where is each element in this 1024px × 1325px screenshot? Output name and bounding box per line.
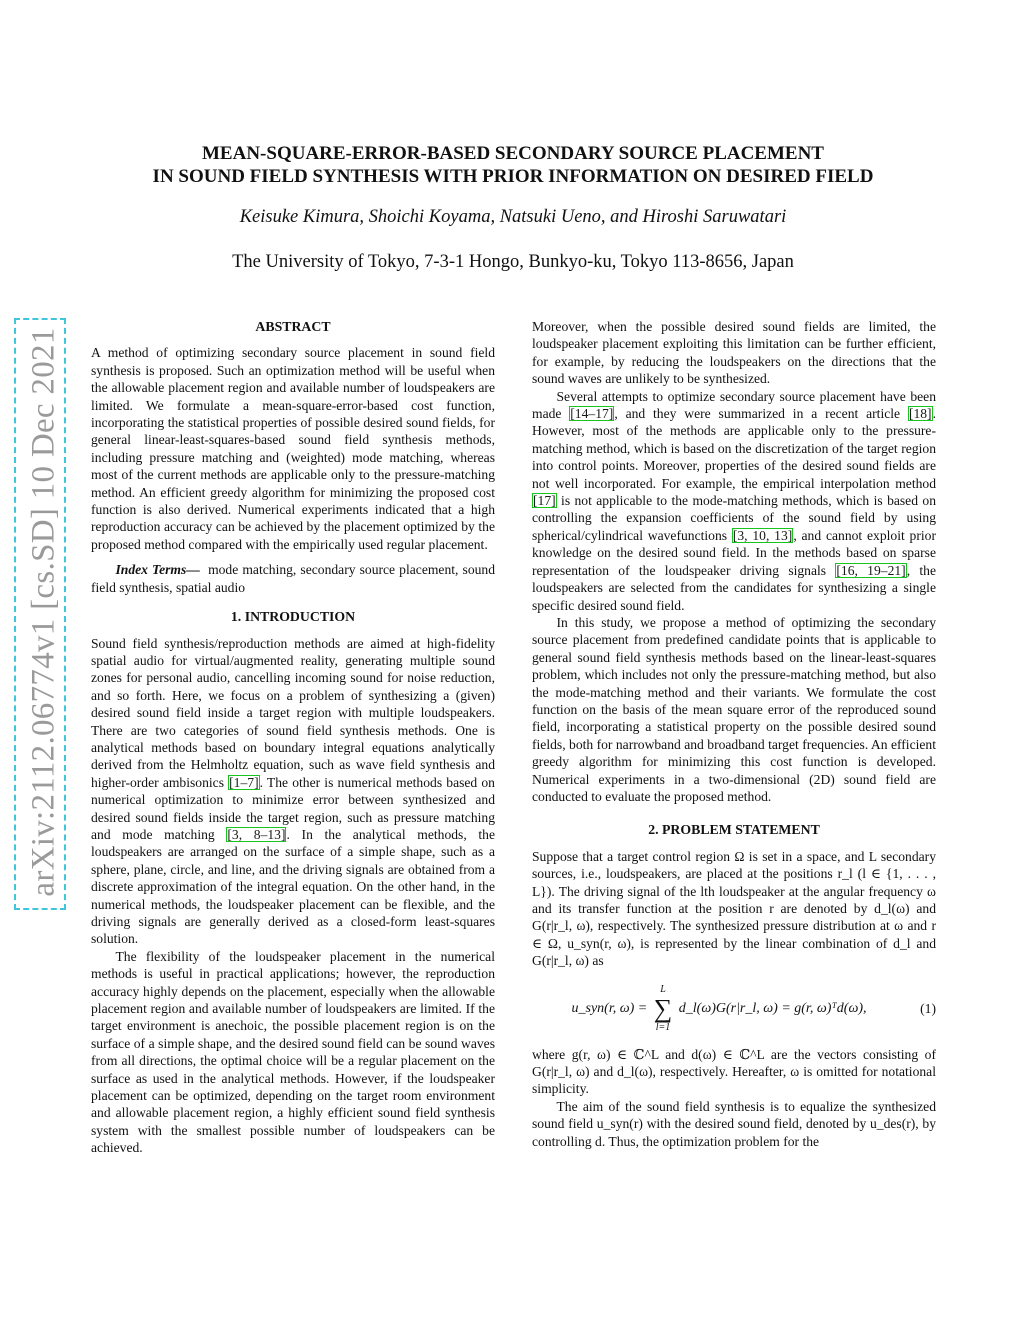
- intro-text-a: Sound field synthesis/reproduction methods are aimed at high-fidelity spatial audio for virtual/augmented reality, generating multiple sound zones for personal audio, cancelling incoming sound for noise reduction, and so forth. Here, we focus on a problem of synthesizing a (given) desired sound field inside a target region with multiple loudspeakers. There are two categories of sound field synthesis methods. One is analytical methods based on boundary integral equations analytically derived from the Helmholtz equation, such as wave field synthesis and higher-order ambisonics: [91, 635, 495, 790]
- problem-paragraph-3: The aim of the sound field synthesis is to equalize the synthesized sound field u_syn(r) with the desired sound field, denoted by u_des(r), by controlling d. Thus, the optimization problem for the: [532, 1098, 936, 1149]
- index-terms-text: mode matching, secondary source placement, sound field synthesis, spatial audio: [91, 562, 496, 595]
- citation-link[interactable]: [3, 10, 13]: [732, 527, 793, 543]
- abstract-body: A method of optimizing secondary source placement in sound field synthesis is proposed. Such an optimization method will be useful when the allowable placement region and available number of loudspeakers are limited. We formulate a mean-square-error-based cost function, incorporating the statistical properties of possible desired sound fields, for general linear-least-squares-based sound field synthesis methods, including pressure matching and (weighted) mode matching, whereas most of the current methods are applicable only to the pressure-matching method. An efficient greedy algorithm for minimizing the proposed cost function is also derived. Numerical experiments indicated that a high reproduction accuracy can be achieved by the placement optimized by the proposed method compared with the empirically used regular placement.: [91, 345, 495, 552]
- sum-lower-limit: l=1: [655, 1021, 671, 1033]
- sigma-icon: ∑: [653, 993, 673, 1023]
- equation-rhs: d_l(ω)G(r|r_l, ω) = g(r, ω)ᵀd(ω),: [678, 1000, 867, 1016]
- citation-link[interactable]: [14–17]: [570, 406, 614, 422]
- citation-link[interactable]: [18]: [908, 406, 932, 422]
- citation-link[interactable]: [16, 19–21]: [836, 562, 906, 578]
- equation-body: [532, 984, 906, 1034]
- arxiv-identifier[interactable]: arXiv:2112.06774v1 [cs.SD] 10 Dec 2021: [25, 327, 62, 897]
- summation-symbol: [654, 984, 673, 1034]
- index-terms: [91, 561, 495, 596]
- citation-link[interactable]: [1–7]: [229, 774, 259, 790]
- equation-lhs: u_syn(r, ω) =: [571, 1000, 648, 1016]
- right-paragraph-2: [532, 388, 936, 614]
- problem-heading: 2. PROBLEM STATEMENT: [648, 822, 820, 838]
- paper-title: [90, 142, 936, 188]
- title-line-1: MEAN-SQUARE-ERROR-BASED SECONDARY SOURCE PLACEMENT: [202, 143, 824, 164]
- affiliation: The University of Tokyo, 7-3-1 Hongo, Bunkyo-ku, Tokyo 113-8656, Japan: [232, 252, 794, 272]
- citation-link[interactable]: [17]: [533, 493, 556, 509]
- right-paragraph-1: Moreover, when the possible desired sound fields are limited, the loudspeaker placement exploiting this limitation can be further efficient, for example, by reducing the loudspeakers on the directions that the sound waves are unlikely to be synthesized.: [532, 319, 936, 387]
- title-line-2: IN SOUND FIELD SYNTHESIS WITH PRIOR INFORMATION ON DESIRED FIELD: [152, 166, 874, 187]
- sum-upper-limit: L: [660, 983, 666, 995]
- left-column: [91, 318, 495, 1157]
- intro-paragraph-2: The flexibility of the loudspeaker placement in the numerical methods is useful in practical applications; however, the reproduction accuracy highly depends on the placement, especially when the allowable placement region and available number of loudspeakers are limited. If the target environment is anechoic, the possible placement region is on the surface of a simple shape, and the desired sound field can be sound waves from all directions, the optimal choice will be a regular placement on the surface as used in the analytical methods. However, if the loudspeaker placement can be optimized, depending on the target room environment and allowable placement region, a highly efficient sound field synthesis system with the smallest possible number of loudspeakers can be achieved.: [91, 948, 495, 1156]
- right-paragraph-3: In this study, we propose a method of optimizing the secondary source placement from predefined candidate points that is applicable to general sound field synthesis methods based on the linear-least-squares problem, which includes not only the pressure-matching method, but also the mode-matching method and their variants. We formulate the cost function on the basis of the mean square error of the reproduced sound field, incorporating a statistical property on the possible desired sound fields, both for narrowband and broadband target frequencies. An efficient greedy algorithm for minimizing this cost function is developed. Numerical experiments in a two-dimensional (2D) sound field are conducted to evaluate the proposed method.: [532, 614, 936, 804]
- abstract-heading: ABSTRACT: [255, 319, 331, 334]
- equation-number: (1): [920, 1000, 936, 1016]
- problem-paragraph-1: Suppose that a target control region Ω is set in a space, and L secondary sources, i.e., loudspeakers, are placed at the positions r_l (l ∈ {1, . . . , L}). The driving signal of the lth loudspeaker at the angular frequency ω and its transfer function at the position r are denoted by d_l(ω) and G(r|r_l, ω), respectively. The synthesized pressure distribution at ω and r ∈ Ω, u_syn(r, ω), is represented by the linear combination of d_l and G(r|r_l, ω) as: [532, 848, 936, 969]
- intro-text-c: . In the analytical methods, the loudspeakers are arranged on the surface of a simple shape, such as a sphere, plane, circle, and line, and the driving signals are obtained from a discrete approximation of the integral equation. On the other hand, in the numerical methods, the loudspeaker placement can be flexible, and the driving signals are generally derived as a closed-form least-squares solution.: [91, 826, 495, 947]
- intro-paragraph-1: [91, 635, 495, 948]
- right-column: [532, 318, 936, 1150]
- citation-link[interactable]: [3, 8–13]: [227, 826, 286, 842]
- right-text-c: . However, most of the methods are applicable only to the pressure-matching method, which is based on the discretization of the target region into control points. Moreover, properties of the desired sound fields are not well incorporated. For example, the empirical interpolation method: [532, 406, 936, 491]
- right-text-f: , the loudspeakers are selected from the candidates for synthesizing a single specific desired sound field.: [532, 562, 936, 613]
- right-text-d: is not applicable to the mode-matching methods, which is based on controlling the expansion coefficients of the sound field by using spherical/cylindrical wavefunctions: [532, 493, 936, 543]
- right-text-a: Several attempts to optimize secondary source placement have been made: [532, 388, 936, 422]
- index-terms-label: Index Terms—: [115, 562, 200, 578]
- equation-1: [532, 980, 936, 1038]
- right-text-b: , and they were summarized in a recent article: [614, 406, 908, 422]
- intro-text-b: . The other is numerical methods based on numerical optimization to minimize error between synthesized and desired sound fields inside the target region, such as pressure matching and mode matching: [91, 774, 495, 842]
- intro-heading: 1. INTRODUCTION: [230, 609, 356, 625]
- problem-paragraph-2: where g(r, ω) ∈ ℂ^L and d(ω) ∈ ℂ^L are the vectors consisting of G(r|r_l, ω) and d_l(ω), respectively. Hereafter, ω is omitted for notational simplicity.: [532, 1046, 936, 1097]
- right-text-e: , and cannot exploit prior knowledge on the desired sound field. In the methods based on sparse representation of the loudspeaker driving signals: [532, 527, 936, 578]
- author-list: Keisuke Kimura, Shoichi Koyama, Natsuki Ueno, and Hiroshi Saruwatari: [239, 207, 787, 227]
